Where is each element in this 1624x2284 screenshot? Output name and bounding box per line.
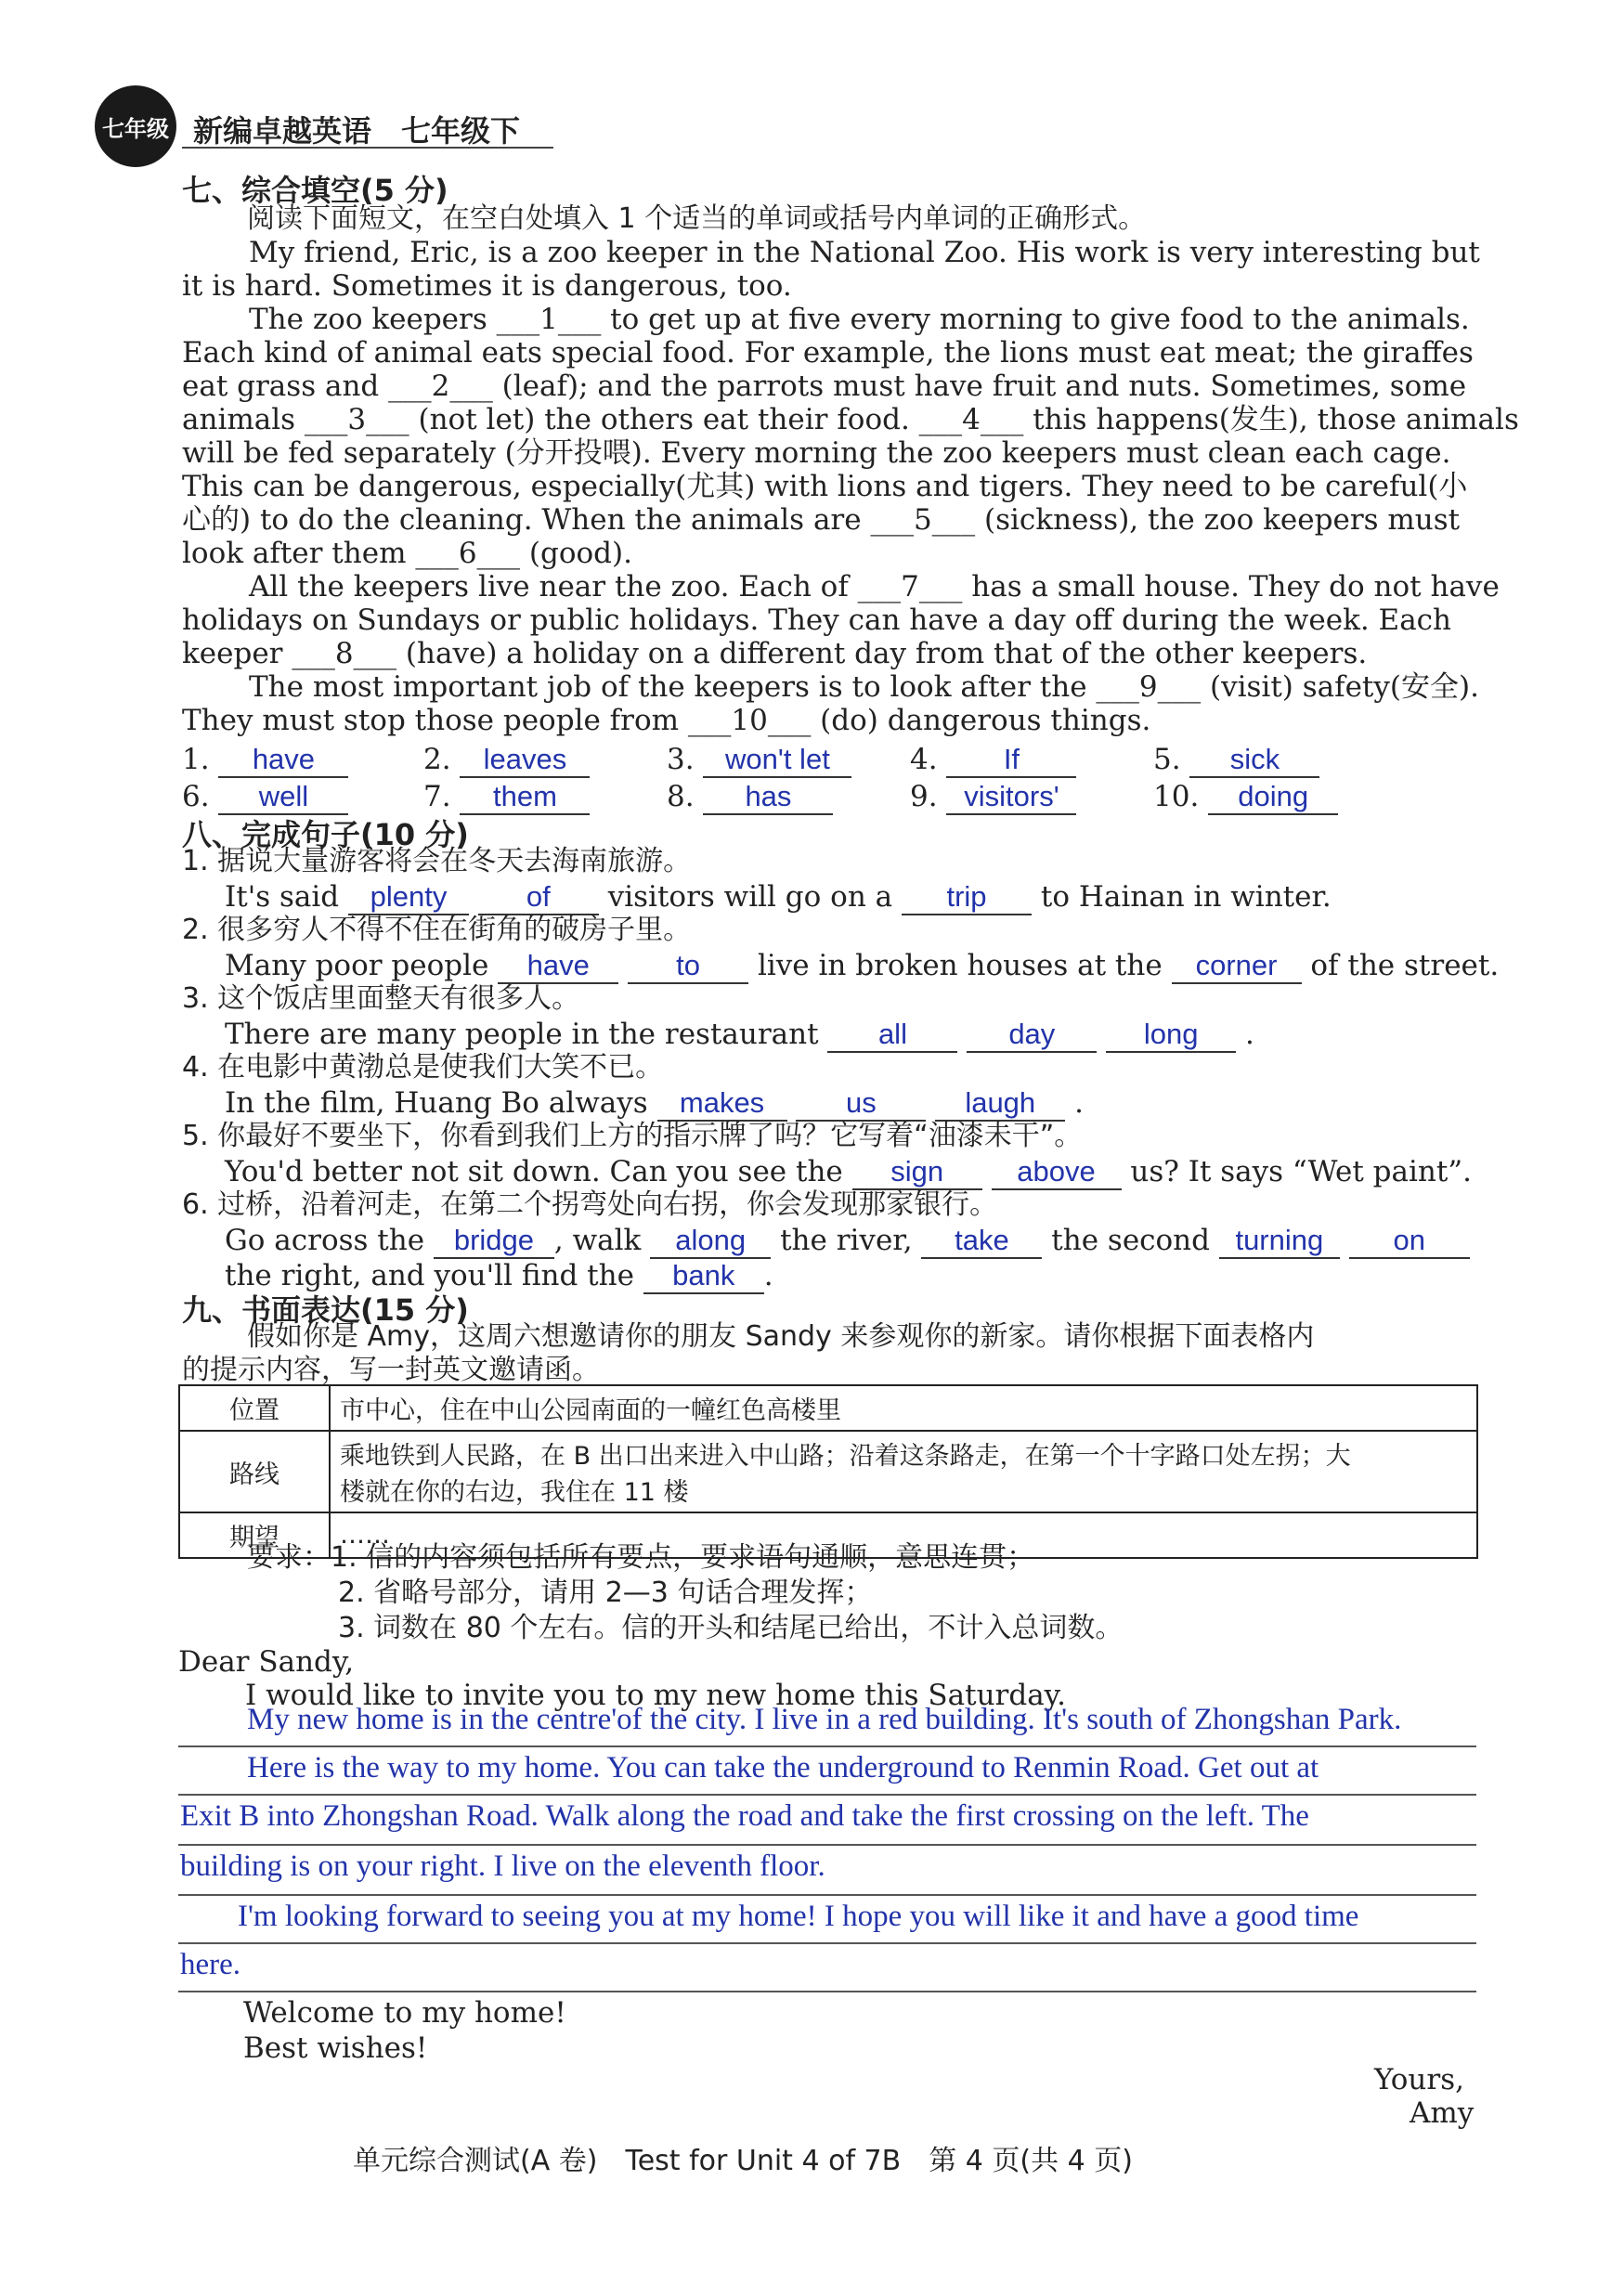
signature: Amy [1410, 2096, 1475, 2130]
answer-item: 3. won't let [667, 743, 851, 778]
passage-line: They must stop those people from ___10___ (do) dangerous things. [182, 704, 1151, 737]
q6-blank-2[interactable]: along [650, 1224, 771, 1259]
q4-blank-1[interactable]: makes [657, 1086, 787, 1122]
answer-8[interactable]: has [703, 780, 833, 815]
q6-chinese: 6. 过桥，沿着河走，在第二个拐弯处向右拐，你会发现那家银行。 [182, 1188, 998, 1221]
essay-line[interactable]: My new home is in the centre'of the city. I live in a red building. It's south of Zhongshan Park. [247, 1703, 1402, 1736]
page-footer: 单元综合测试(A 卷) Test for Unit 4 of 7B 第 4 页(共 4 页) [353, 2145, 1133, 2177]
essay-line[interactable]: here. [180, 1948, 241, 1981]
passage-line: will be fed separately (分开投喂). Every morning the zoo keepers must clean each cage. [182, 436, 1451, 470]
q1-blank-1[interactable]: plenty [348, 880, 469, 915]
section-9-instruction: 假如你是 Amy，这周六想邀请你的朋友 Sandy 来参观你的新家。请你根据下面表格内 [247, 1320, 1315, 1353]
passage-line: holidays on Sundays or public holidays. They can have a day off during the week. Each [182, 603, 1451, 637]
table-row [179, 1431, 1477, 1512]
section-7-instruction: 阅读下面短文，在空白处填入 1 个适当的单词或括号内单词的正确形式。 [247, 202, 1147, 235]
q5-blank-2[interactable]: above [992, 1155, 1122, 1190]
essay-rule [178, 1894, 1476, 1896]
q6-english-line-2: the right, and you'll find the bank . [225, 1259, 773, 1292]
section-9-title: 九、书面表达(15 分) [182, 1292, 469, 1328]
table-key: 位置 [179, 1385, 330, 1431]
table-row [179, 1385, 1477, 1431]
passage-line: The zoo keepers ___1___ to get up at five every morning to give food to the animals. [249, 303, 1470, 336]
q3-blank-1[interactable]: all [827, 1018, 957, 1053]
requirement: 3. 词数在 80 个左右。信的开头和结尾已给出，不计入总词数。 [338, 1612, 1124, 1644]
q5-chinese: 5. 你最好不要坐下，你看到我们上方的指示牌了吗？它写着“油漆未干”。 [182, 1120, 1083, 1152]
passage-line: animals ___3___ (not let) the others eat their food. ___4___ this happens(发生), those animals [182, 403, 1519, 436]
passage-line: look after them ___6___ (good). [182, 537, 632, 570]
passage-line: it is hard. Sometimes it is dangerous, too. [182, 269, 792, 303]
answer-item: 7. them [423, 780, 590, 815]
q4-chinese: 4. 在电影中黄渤总是使我们大笑不已。 [182, 1051, 664, 1084]
q3-blank-2[interactable]: day [967, 1018, 1097, 1053]
requirement: 2. 省略号部分，请用 2—3 句话合理发挥； [338, 1577, 873, 1609]
passage-line: eat grass and ___2___ (leaf); and the parrots must have fruit and nuts. Sometimes, some [182, 370, 1467, 403]
essay-rule [178, 1745, 1476, 1747]
header-rule [182, 147, 553, 149]
q6-blank-1[interactable]: bridge [434, 1224, 554, 1259]
q3-chinese: 3. 这个饭店里面整天有很多人。 [182, 982, 580, 1015]
essay-rule [178, 1991, 1476, 1992]
answer-6[interactable]: well [218, 780, 348, 815]
answer-item: 2. leaves [423, 743, 590, 778]
essay-line[interactable]: building is on your right. I live on the eleventh floor. [180, 1849, 825, 1883]
passage-line: All the keepers live near the zoo. Each of ___7___ has a small house. They do not have [249, 570, 1500, 603]
answer-item: 4. If [910, 743, 1076, 778]
closing-line: Best wishes! [243, 2031, 428, 2065]
table-key: 路线 [179, 1431, 330, 1512]
q1-english: It's said plenty of visitors will go on a trip to Hainan in winter. [225, 880, 1332, 914]
requirement: 要求：1. 信的内容须包括所有要点，要求语句通顺，意思连贯； [247, 1541, 1035, 1574]
q2-blank-1[interactable]: have [498, 949, 618, 984]
passage-line: My friend, Eric, is a zoo keeper in the National Zoo. His work is very interesting but [249, 236, 1480, 269]
answer-row-2: 6. well [182, 780, 348, 815]
hint-table [178, 1384, 1478, 1559]
answer-item: 10. doing [1153, 780, 1338, 815]
grade-badge: 七年级 [95, 85, 176, 167]
passage-line: The most important job of the keepers is to look after the ___9___ (visit) safety(安全). [249, 670, 1479, 704]
q5-english: You'd better not sit down. Can you see the sign above us? It says “Wet paint”. [225, 1155, 1472, 1188]
letter-opening: I would like to invite you to my new home this Saturday. [245, 1679, 1066, 1712]
q6-blank-4[interactable]: turning [1219, 1224, 1340, 1259]
q2-english: Many poor people have to live in broken houses at the corner of the street. [225, 949, 1500, 982]
q4-blank-3[interactable]: laugh [935, 1086, 1065, 1122]
essay-rule [178, 1794, 1476, 1796]
answer-2[interactable]: leaves [460, 743, 590, 778]
answer-10[interactable]: doing [1208, 780, 1338, 815]
section-8-title: 八、完成句子(10 分) [182, 817, 469, 852]
q2-chinese: 2. 很多穷人不得不住在街角的破房子里。 [182, 914, 692, 946]
answer-row-1: 1. have [182, 743, 348, 778]
passage-line: keeper ___8___ (have) a holiday on a different day from that of the other keepers. [182, 637, 1368, 670]
answer-4[interactable]: If [946, 743, 1076, 778]
answer-3[interactable]: won't let [703, 743, 851, 778]
passage-line: Each kind of animal eats special food. For example, the lions must eat meat; the giraffes [182, 336, 1474, 370]
signoff: Yours, [1374, 2063, 1464, 2096]
answer-item: 9. visitors' [910, 780, 1076, 815]
q5-blank-1[interactable]: sign [852, 1155, 982, 1190]
closing-line: Welcome to my home! [243, 1996, 566, 2030]
q4-english: In the film, Huang Bo always makes us laugh . [225, 1086, 1084, 1120]
book-title: 新编卓越英语 七年级下 [193, 113, 521, 149]
essay-rule [178, 1844, 1476, 1846]
q2-blank-2[interactable]: to [628, 949, 748, 984]
essay-line[interactable]: Here is the way to my home. You can take the underground to Renmin Road. Get out at [247, 1751, 1319, 1784]
answer-5[interactable]: sick [1189, 743, 1319, 778]
table-key: 期望 [179, 1512, 330, 1558]
q1-blank-2[interactable]: of [478, 880, 599, 915]
answer-item: 8. has [667, 780, 833, 815]
q2-blank-3[interactable]: corner [1172, 949, 1302, 984]
q6-blank-3[interactable]: take [921, 1224, 1042, 1259]
section-9-instruction: 的提示内容，写一封英文邀请函。 [182, 1354, 600, 1386]
passage-line: 心的) to do the cleaning. When the animals are ___5___ (sickness), the zoo keepers must [182, 503, 1461, 537]
table-value: 乘地铁到人民路，在 B 出口出来进入中山路；沿着这条路走，在第一个十字路口处左拐；大 楼就在你的右边，我住在 11 楼 [330, 1431, 1477, 1512]
answer-1[interactable]: have [218, 743, 348, 778]
answer-9[interactable]: visitors' [946, 780, 1076, 815]
passage-line: This can be dangerous, especially(尤其) with lions and tigers. They need to be careful(小 [182, 470, 1468, 503]
table-value: …… [330, 1512, 1477, 1558]
section-7-title: 七、综合填空(5 分) [182, 173, 448, 208]
q1-chinese: 1. 据说大量游客将会在冬天去海南旅游。 [182, 845, 692, 877]
q1-blank-3[interactable]: trip [902, 880, 1032, 915]
essay-line[interactable]: Exit B into Zhongshan Road. Walk along the road and take the first crossing on the left. The [180, 1799, 1309, 1833]
q3-blank-3[interactable]: long [1106, 1018, 1236, 1053]
q6-blank-6[interactable]: bank [643, 1259, 764, 1294]
answer-7[interactable]: them [460, 780, 590, 815]
answer-item: 5. sick [1153, 743, 1319, 778]
essay-rule [178, 1942, 1476, 1944]
essay-line[interactable]: I'm looking forward to seeing you at my home! I hope you will like it and have a good time [238, 1900, 1359, 1933]
table-value: 市中心，住在中山公园南面的一幢红色高楼里 [330, 1385, 1477, 1431]
q6-english-line-1: Go across the bridge , walk along the river, take the second turning on [225, 1224, 1470, 1259]
q6-blank-5[interactable]: on [1349, 1224, 1470, 1259]
q4-blank-2[interactable]: us [796, 1086, 926, 1122]
q3-english: There are many people in the restaurant all day long . [225, 1018, 1254, 1051]
salutation: Dear Sandy, [178, 1645, 355, 1679]
